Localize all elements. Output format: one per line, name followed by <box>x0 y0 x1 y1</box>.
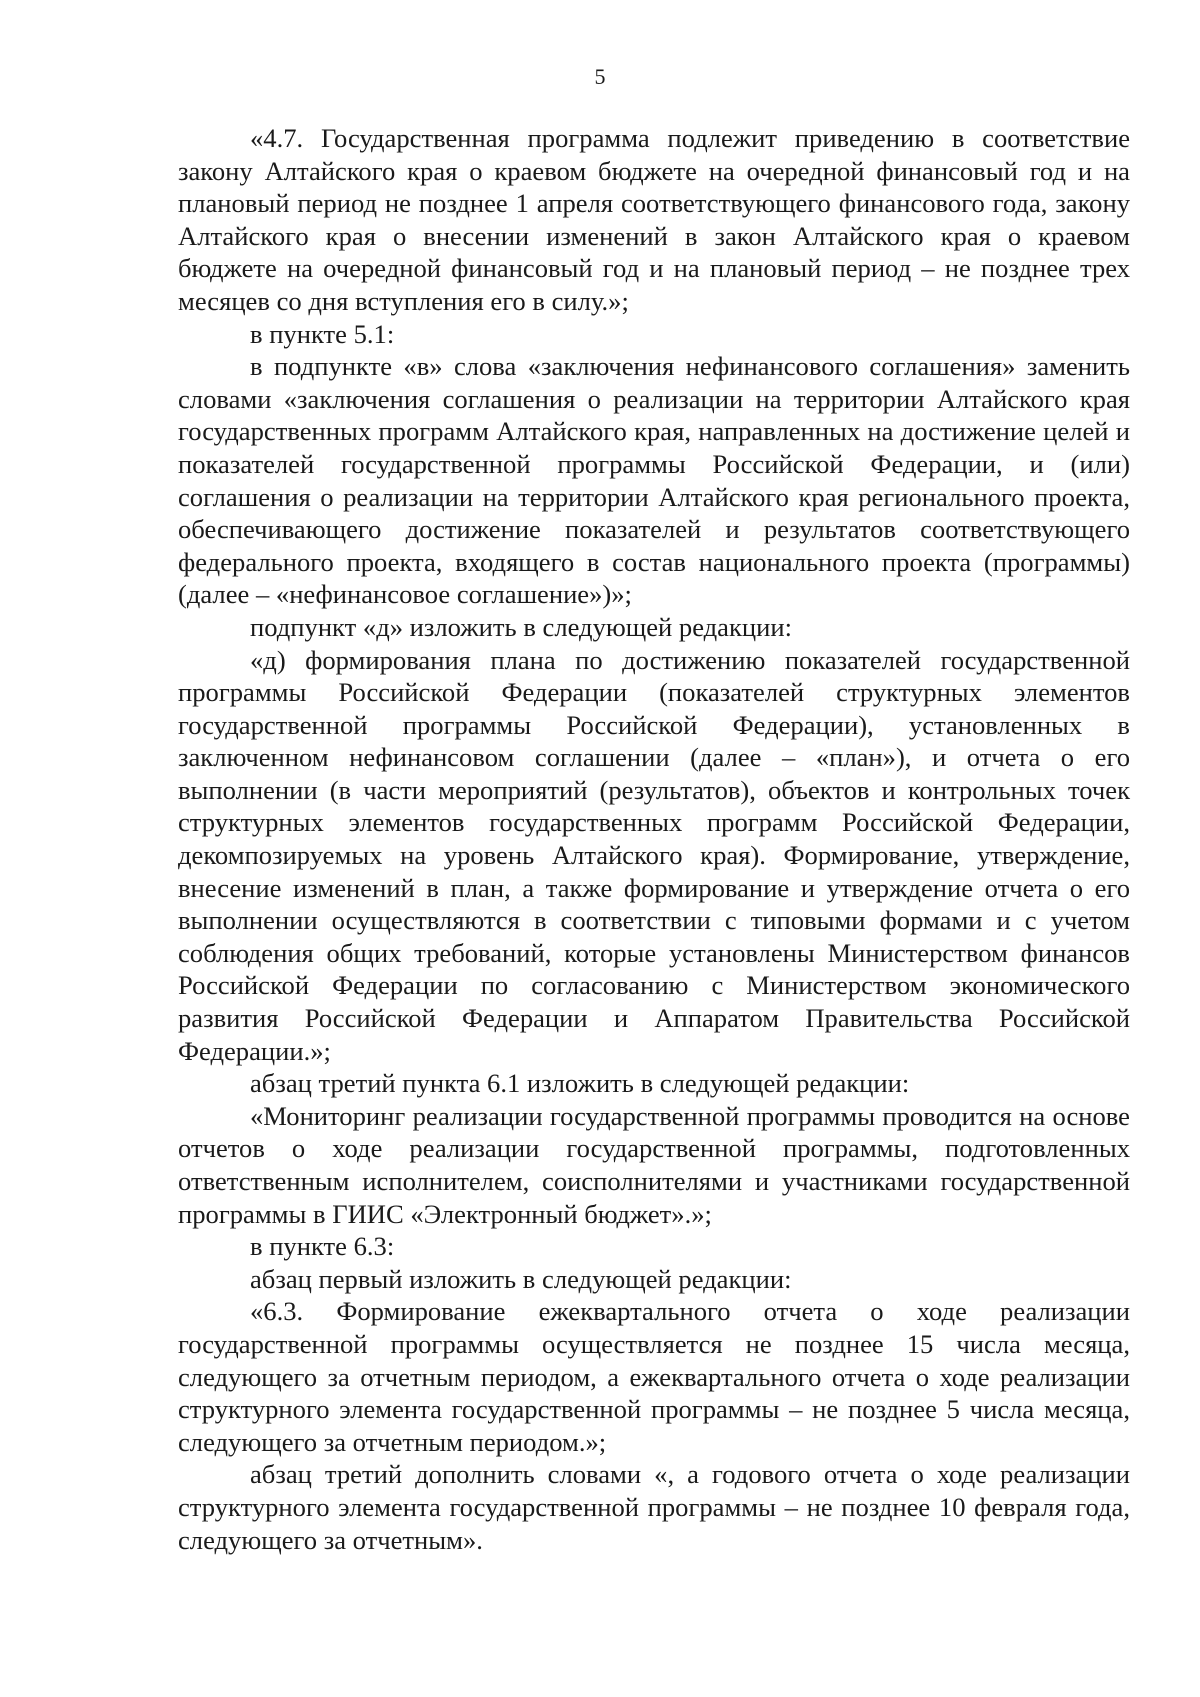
document-body <box>178 122 1130 1556</box>
paragraph-clause-6-1-intro: абзац третий пункта 6.1 изложить в следующей редакции: <box>250 1068 910 1099</box>
page-number: 5 <box>594 64 606 89</box>
paragraph-third-abzac-addition: абзац третий дополнить словами «, а годового отчета о ходе реализации структурного элемента государственной программы – не позднее 10 февраля года, следующего за отчетным». <box>178 1459 1130 1555</box>
paragraph-monitoring: «Мониторинг реализации государственной программы проводится на основе отчетов о ходе реализации государственной программы, подготовленных ответственным исполнителем, соисполнителями и участниками государственной программы в ГИИС «Электронный бюджет».»; <box>178 1100 1130 1229</box>
paragraph-subclause-d-intro: подпункт «д» изложить в следующей редакции: <box>250 611 792 642</box>
paragraph-first-abzac-intro: абзац первый изложить в следующей редакции: <box>250 1263 792 1294</box>
paragraph-6-3-text: «6.3. Формирование ежеквартального отчета о ходе реализации государственной программы осуществляется не позднее 15 числа месяца, следующего за отчетным периодом, а ежеквартального отчета о ходе реализации структурного элемента государственной программы – не позднее 5 числа месяца, следующего за отчетным периодом.»; <box>178 1296 1130 1457</box>
paragraph-4-7-amendment: «4.7. Государственная программа подлежит приведению в соответствие закону Алтайского края о краевом бюджете на очередной финансовый год и на плановый период не позднее 1 апреля соответствующего финансового года, закону Алтайского края о внесении изменений в закон Алтайского края о краевом бюджете на очередной финансовый год и на плановый период – не позднее трех месяцев со дня вступления его в силу.»; <box>178 123 1130 316</box>
paragraph-clause-6-3-intro: в пункте 6.3: <box>250 1231 395 1262</box>
paragraph-subclause-v: в подпункте «в» слова «заключения нефинансового соглашения» заменить словами «заключения соглашения о реализации на территории Алтайского края государственных программ Алтайского края, направленных на достижение целей и показателей государственной программы Российской Федерации, и (или) соглашения о реализации на территории Алтайского края регионального проекта, обеспечивающего достижение показателей и результатов соответствующего федерального проекта, входящего в состав национального проекта (программы) (далее – «нефинансовое соглашение»)»; <box>178 351 1130 610</box>
paragraph-clause-5-1-intro: в пункте 5.1: <box>250 318 395 349</box>
paragraph-subclause-d-text: «д) формирования плана по достижению показателей государственной программы Российской Федерации (показателей структурных элементов государственной программы Российской Федерации), установленных в заключенном нефинансовом соглашении (далее – «план»), и отчета о его выполнении (в части мероприятий (результатов), объектов и контрольных точек структурных элементов государственных программ Российской Федерации, декомпозируемых на уровень Алтайского края). Формирование, утверждение, внесение изменений в план, а также формирование и утверждение отчета о его выполнении осуществляются в соответствии с типовыми формами и с учетом соблюдения общих требований, которые установлены Министерством финансов Российской Федерации по согласованию с Министерством экономического развития Российской Федерации и Аппаратом Правительства Российской Федерации.»; <box>178 644 1130 1066</box>
